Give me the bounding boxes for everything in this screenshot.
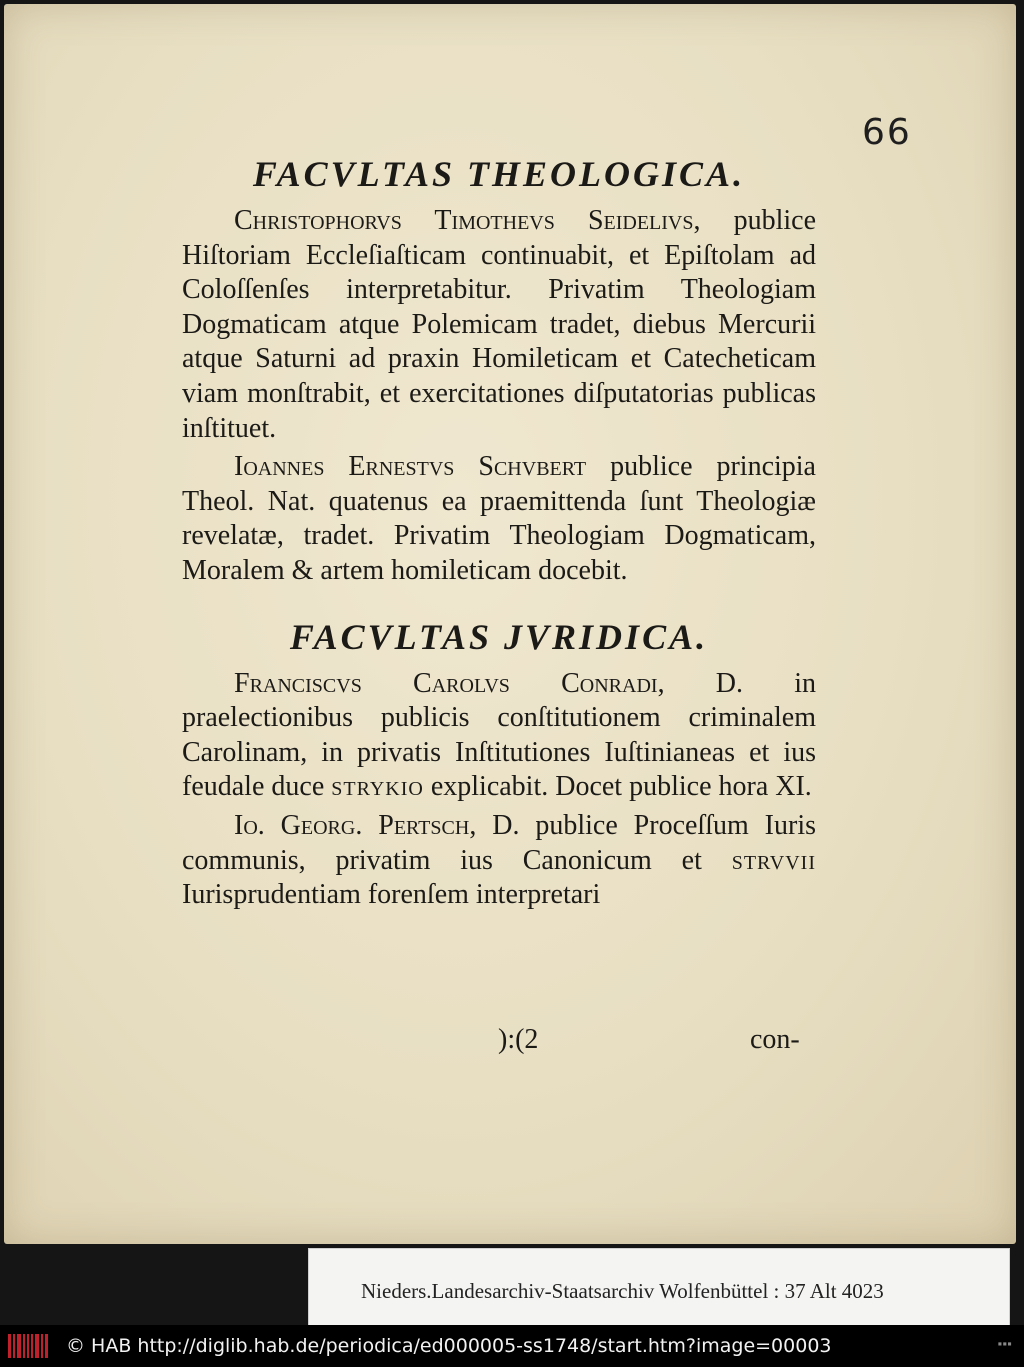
paragraph-conradi (182, 667, 816, 805)
paragraph-schubert (182, 450, 816, 588)
document-text (182, 150, 816, 917)
footer-bar (0, 1325, 1024, 1367)
paragraph-body: , publice Hiſtoriam Eccleſiaſticam continuabit, et Epiſtolam ad Coloſſenſes interpretabitur. Privatim Theologiam Dogmaticam atque Polemicam tradet, diebus Mercurii atque Saturni ad praxin Homileticam et Catecheticam viam monſtrabit, et exercitationes diſputatorias publicas inſtituet. (182, 205, 816, 444)
paragraph-body: publice principia Theol. Nat. quatenus ea praemittenda ſunt Theologiæ revelatæ, tradet. Privatim Theologiam Dogmaticam, Moralem & artem homileticam docebit. (182, 451, 816, 586)
archive-label (308, 1248, 1010, 1326)
hab-logo-icon (8, 1334, 48, 1358)
signature-mark: ):(2 (498, 1024, 539, 1055)
author-reference: strvvii (731, 844, 816, 876)
footer-mini-mark: ▪▪▪ (997, 1339, 1012, 1348)
author-reference: strykio (331, 771, 424, 803)
professor-name: Franciscvs Carolvs Conradi (234, 667, 658, 699)
paragraph-seidelius (182, 204, 816, 446)
catchword: con- (750, 1024, 800, 1055)
section-heading-law: FACVLTAS JVRIDICA. (289, 616, 709, 657)
paragraph-body: Iurisprudentiam forenſem interpretari (182, 879, 601, 911)
paragraph-body: , D. publice Proceſſum Iuris communis, privatim ius Canonicum et (182, 809, 816, 876)
archive-label-text: Nieders.Landesarchiv-Staatsarchiv Wolfenbüttel : 37 Alt 4023 (361, 1279, 884, 1303)
section-heading-theology: FACVLTAS THEOLOGICA. (252, 154, 746, 194)
paragraph-body: explicabit. Docet publice hora XI. (423, 771, 812, 803)
copyright-link[interactable]: © HAB http://diglib.hab.de/periodica/ed000005-ss1748/start.htm?image=00003 (66, 1335, 832, 1357)
professor-name: Io. Georg. Pertsch (234, 809, 470, 841)
paragraph-body: , D. in praelectionibus publicis conſtitutionem criminalem Carolinam, in privatis Inſtitutiones Iuſtinianeas et ius feudale duce (182, 667, 816, 803)
folio-number: 66 (862, 112, 912, 153)
professor-name: Ioannes Ernestvs Schvbert (234, 451, 587, 483)
paragraph-pertsch (182, 809, 816, 913)
professor-name: Christophorvs Timothevs Seidelivs (234, 205, 694, 236)
